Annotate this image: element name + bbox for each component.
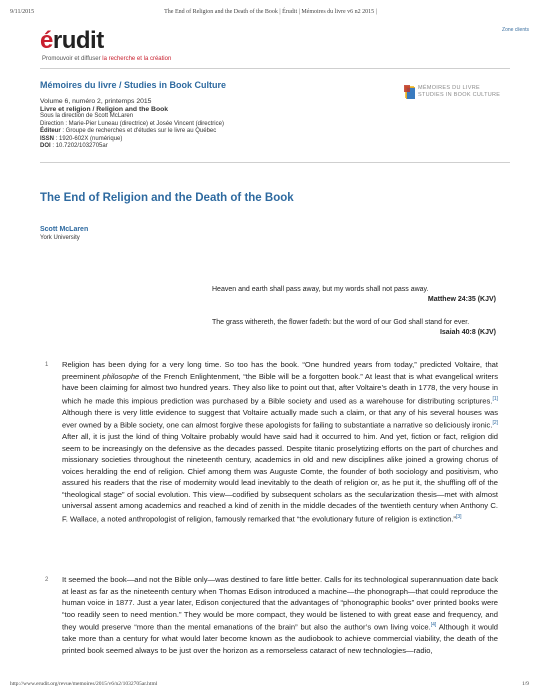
logo-wordmark: érudit	[40, 27, 104, 54]
epigraph-text: The grass withereth, the flower fadeth: but the word of our God shall stand for ever.	[212, 319, 470, 326]
paragraph-number: 1	[45, 362, 49, 368]
issue-title: Livre et religion / Religion and the Book	[40, 105, 169, 113]
editeur: Éditeur : Groupe de recherches et d'études sur le livre au Québec	[40, 128, 217, 134]
direction: Direction : Marie-Pier Luneau (directrice) et Josée Vincent (directrice)	[40, 120, 224, 127]
erudit-logo[interactable]	[40, 27, 172, 62]
author-name[interactable]: Scott McLaren	[40, 226, 89, 233]
logo-tagline: Promouvoir et diffuser la recherche et la création	[42, 56, 172, 62]
book-icon	[403, 84, 417, 100]
journal-logo-line1: MÉMOIRES DU LIVRE	[418, 85, 480, 91]
divider	[40, 68, 510, 69]
journal-logo	[403, 84, 518, 106]
footnote-link[interactable]: [3]	[455, 513, 462, 520]
divider	[40, 162, 510, 163]
zone-clients-link[interactable]: Zone clients	[502, 27, 529, 33]
paragraph: It seemed the book—and not the Bible only—was destined to fare little better. Calls for its technological superannuation date back at least as far as the nineteenth century when Thomas Edison introduced a machine—the phonograph—that could reproduce the human voice in 1877. Just a year later, Edison conjectured that the advantages of “phonographic books” over printed books were “too readily seen to need mention.” They would be more compact, they would be listened to with great ease and frequency, and they would preserve “more than the mental emanations of the brain” but also the author’s own living voice.[4] Although it would take more than a century for what would later become known as the audiobook to achieve commercial viability, the death of the printed book seemed always to be just over the horizon as a remorseless cataract of new technologies—radio,	[62, 575, 498, 655]
epigraph-text: Heaven and earth shall pass away, but my words shall not pass away.	[212, 286, 429, 293]
print-header	[0, 9, 541, 19]
journal-logo-line2: STUDIES IN BOOK CULTURE	[418, 91, 501, 98]
page-number: 1/9	[521, 681, 529, 687]
epigraph	[212, 285, 496, 305]
paragraph-number: 2	[45, 577, 49, 583]
direction-sous: Sous la direction de Scott McLaren	[40, 113, 134, 119]
footnote-link[interactable]: [4]	[430, 622, 437, 628]
epigraph-cite: Matthew 24:35 (KJV)	[427, 296, 496, 303]
article-title: The End of Religion and the Death of the Book	[40, 192, 294, 204]
journal-title-link[interactable]: Mémoires du livre / Studies in Book Culture	[40, 80, 227, 90]
epigraph	[212, 318, 496, 338]
paragraph: Religion has been dying for a very long time. So too has the book. “One hundred years from today,” predicted Voltaire, that preeminent philosophe of the French Enlightenment, “the Bible will be a forgotten book.” At least that is what evangelical writers have been claiming for almost two hundred years. They also like to point out that, after Voltaire’s death in 1778, the very house in which he made this impious prediction was purchased by a Bible society and used as a warehouse for distributing scriptures.[1] Although there is very little evidence to suggest that Voltaire actually made such a claim, or that any of his several houses was ever owned by a Bible society, one can almost forgive these apologists for failing to substantiate a narrative so deliciously ironic.[2] After all, it is just the kind of thing Voltaire probably would have said had it occurred to him. And yet, fiction or fact, religion did seem to be increasingly on the defensive as the decades passed. Despite titanic proselytizing efforts on the part of churches and missionary societies throughout the nineteenth century, academics in old and new disciplines alike joined a growing chorus of voices heralding the end of religion. Chief among them was Auguste Comte, the founder of both sociology and positivism, who assured his readers that the rise of modernity would lead inevitably to the death of religion or, as he put it, the shuffling off of the “theological stage” of social evolution. This view—codified by subsequent scholars as the secularization thesis—met with almost universal assent among academics and reached a kind of zenith in the middle decades of the twentieth century when Anthony C. F. Wallace, a noted anthropologist of religion, famously remarked that “the evolutionary future of religion is extinction.”[3]	[62, 360, 498, 524]
footnote-link[interactable]: [1]	[492, 395, 498, 402]
print-date: 9/11/2015	[10, 9, 35, 15]
epigraph-cite: Isaiah 40:8 (KJV)	[439, 329, 496, 336]
volume: Volume 6, numéro 2, printemps 2015	[40, 98, 152, 105]
page-url: http://www.erudit.org/revue/memoires/2015/v6/n2/1032705ar.html	[10, 681, 158, 687]
issn: ISSN : 1920-602X (numérique)	[40, 135, 123, 142]
doi: DOI : 10.7202/1032705ar	[40, 143, 108, 149]
footnote-link[interactable]: [2]	[492, 420, 498, 427]
print-title: The End of Religion and the Death of the Book | Érudit | Mémoires du livre v6 n2 2015 |	[164, 9, 377, 15]
journal-meta	[40, 98, 224, 151]
author-affiliation: York University	[40, 235, 80, 241]
